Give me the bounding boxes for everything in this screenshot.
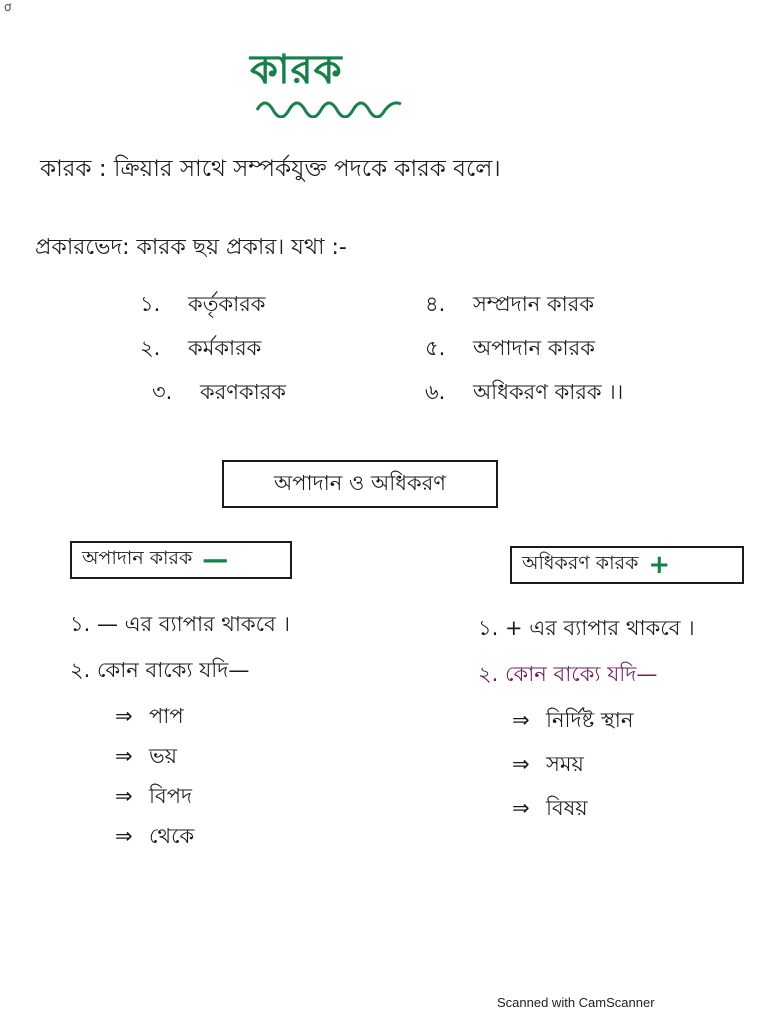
list-item: ১. কর্তৃকারক xyxy=(140,292,266,316)
implies-arrow-icon: ⇒ xyxy=(512,752,530,776)
list-item: ৪. সম্প্রদান কারক xyxy=(425,292,595,316)
implies-arrow-icon: ⇒ xyxy=(115,744,133,768)
page-title: কারক xyxy=(250,47,343,93)
list-item: ⇒ বিপদ xyxy=(115,784,192,808)
adhikaran-header-box xyxy=(510,546,744,584)
list-item: ৩. করণকারক xyxy=(152,380,286,404)
scanner-watermark: Scanned with CamScanner xyxy=(497,995,655,1010)
karak-list-right xyxy=(425,288,623,420)
list-item: ⇒ নির্দিষ্ট স্থান xyxy=(512,708,634,732)
title-squiggle-underline xyxy=(255,92,405,118)
rule-line-2: ২. কোন বাক্যে যদি— xyxy=(70,658,250,682)
implies-arrow-icon: ⇒ xyxy=(512,796,530,820)
list-item: ⇒ সময় xyxy=(512,752,584,776)
implies-arrow-icon: ⇒ xyxy=(115,824,133,848)
rule-line-1: ১. + এর ব্যাপার থাকবে । xyxy=(478,616,695,640)
definition-line: কারক : ক্রিয়ার সাথে সম্পর্কযুক্ত পদকে কারক বলে। xyxy=(40,156,501,182)
list-item: ৫. অপাদান কারক xyxy=(425,336,595,360)
minus-symbol: — xyxy=(202,545,229,575)
list-item: ⇒ ভয় xyxy=(115,744,178,768)
implies-arrow-icon: ⇒ xyxy=(512,708,530,732)
list-item: ৬. অধিকরণ কারক ।। xyxy=(425,380,624,404)
list-item: ⇒ পাপ xyxy=(115,704,184,728)
implies-arrow-icon: ⇒ xyxy=(115,784,133,808)
apadan-header-label: অপাদান কারক xyxy=(82,547,193,569)
apadan-rules xyxy=(70,608,290,860)
section-title-box: অপাদান ও অধিকরণ xyxy=(222,460,498,508)
implies-arrow-icon: ⇒ xyxy=(115,704,133,728)
list-item: ⇒ বিষয় xyxy=(512,796,588,820)
list-item: ⇒ থেকে xyxy=(115,824,195,848)
plus-symbol: + xyxy=(648,550,671,580)
list-item: ২. কর্মকারক xyxy=(140,336,262,360)
rule-line-1: ১. — এর ব্যাপার থাকবে । xyxy=(70,612,290,636)
adhikaran-header-label: অধিকরণ কারক xyxy=(522,552,639,574)
rule-line-2: ২. কোন বাক্যে যদি— xyxy=(478,662,658,686)
types-line: প্রকারভেদ: কারক ছয় প্রকার। যথা :- xyxy=(35,235,347,260)
apadan-header-box xyxy=(70,541,292,579)
adhikaran-rules xyxy=(478,612,695,836)
corner-mark: ơ xyxy=(4,0,12,14)
karak-list-left xyxy=(140,288,286,420)
